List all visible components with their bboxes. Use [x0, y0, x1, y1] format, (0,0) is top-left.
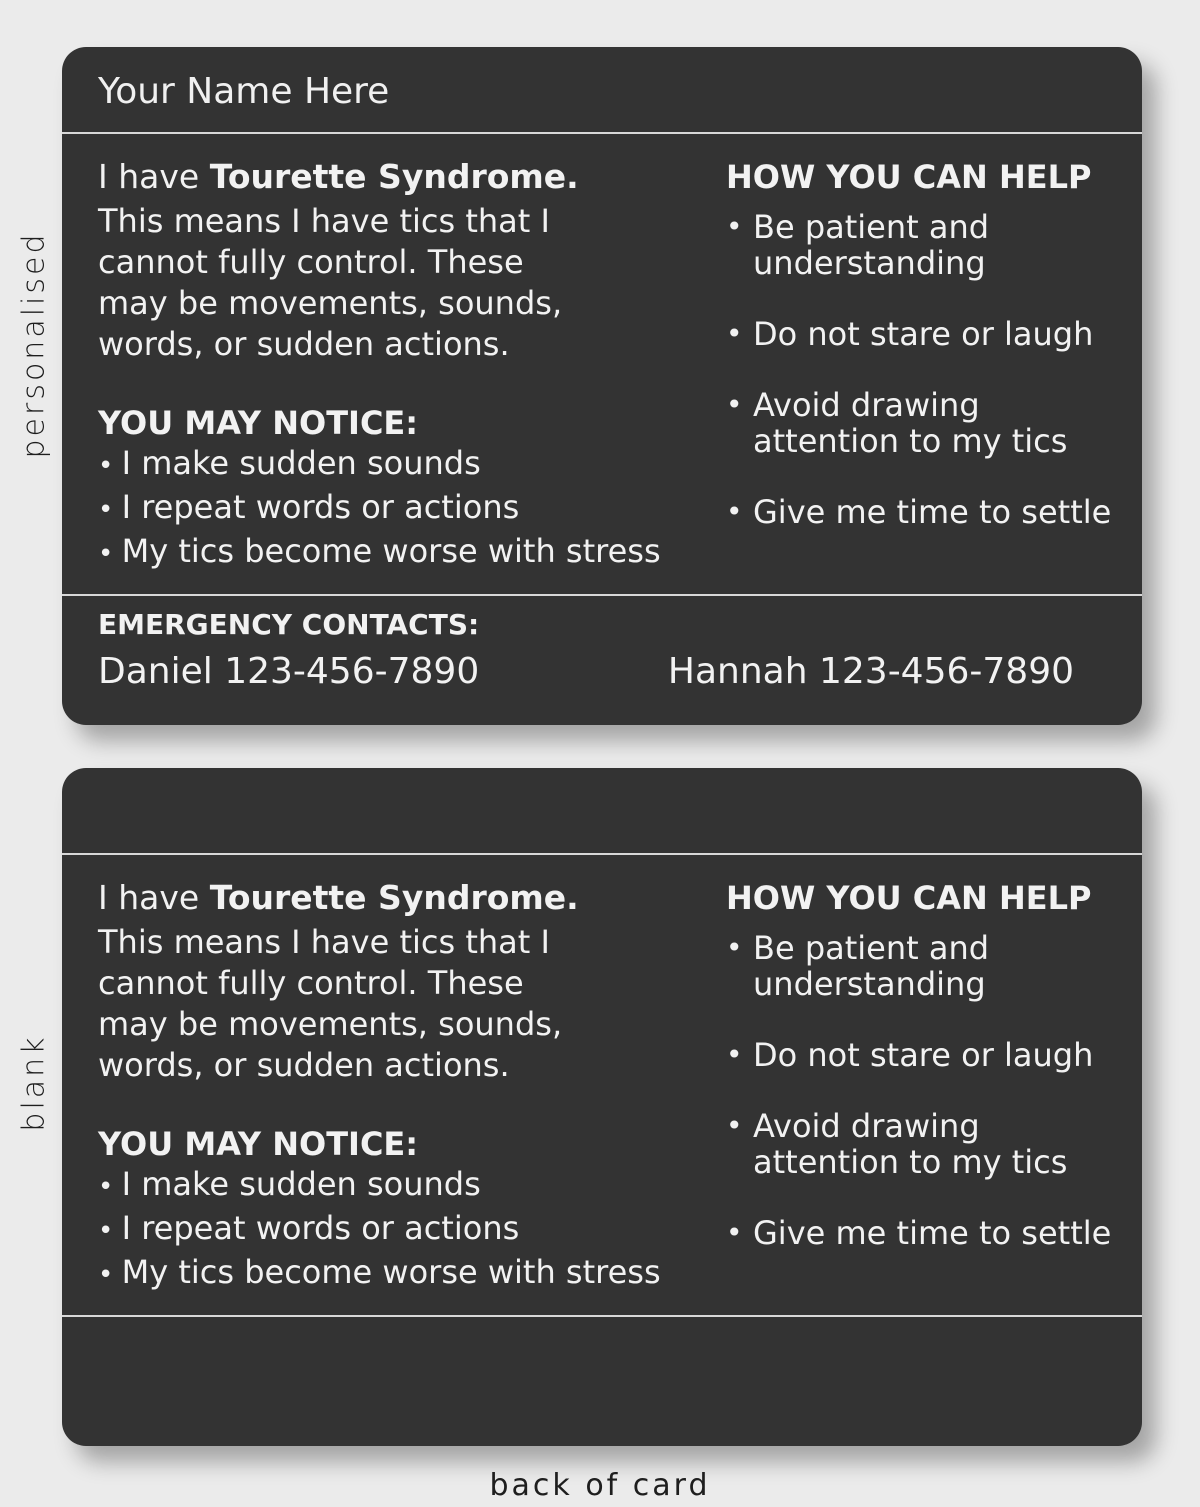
side-label-blank: blank	[16, 1034, 52, 1132]
list-item: • I repeat words or actions	[98, 487, 738, 531]
list-item: • My tics become worse with stress	[98, 531, 738, 575]
notice-heading: YOU MAY NOTICE:	[98, 404, 419, 442]
emergency-contacts	[98, 651, 1102, 701]
emergency-section	[98, 1328, 1102, 1386]
list-item: • I make sudden sounds	[98, 443, 738, 487]
help-heading: HOW YOU CAN HELP	[726, 879, 1092, 917]
divider	[62, 853, 1142, 855]
list-item: • Give me time to settle	[726, 1215, 1126, 1251]
card-personalised	[62, 47, 1142, 725]
card-blank	[62, 768, 1142, 1446]
notice-section	[98, 1124, 738, 1296]
divider	[62, 594, 1142, 596]
list-item: • Be patient and understanding	[726, 930, 1126, 1002]
intro-description: This means I have tics that I cannot fully control. These may be movements, sounds, words, or sudden actions.	[98, 923, 563, 1084]
list-item: • Give me time to settle	[726, 494, 1126, 530]
list-item: • Avoid drawing attention to my tics	[726, 387, 1126, 459]
caption: back of card	[489, 1468, 711, 1503]
emergency-contact-1: Daniel 123-456-7890	[98, 651, 480, 692]
list-item: • My tics become worse with stress	[98, 1252, 738, 1296]
card-name: Your Name Here	[98, 71, 390, 112]
emergency-contact-2: Hannah 123-456-7890	[667, 651, 1074, 692]
notice-section	[98, 403, 738, 575]
intro-lead-plain: I have	[98, 157, 210, 196]
list-item: • Do not stare or laugh	[726, 316, 1126, 352]
side-label-personalised: personalised	[16, 231, 52, 459]
intro-lead	[98, 157, 718, 197]
help-section	[726, 878, 1126, 1251]
emergency-heading: EMERGENCY CONTACTS:	[98, 608, 480, 641]
list-item: • I make sudden sounds	[98, 1164, 738, 1208]
intro-section	[98, 878, 718, 1086]
emergency-section	[98, 607, 1102, 701]
emergency-contacts	[98, 1336, 1102, 1386]
list-item: • Avoid drawing attention to my tics	[726, 1108, 1126, 1180]
divider	[62, 1315, 1142, 1317]
notice-list	[98, 443, 738, 575]
notice-list	[98, 1164, 738, 1296]
help-section	[726, 157, 1126, 530]
intro-section	[98, 157, 718, 365]
help-list	[726, 930, 1126, 1251]
list-item: • Do not stare or laugh	[726, 1037, 1126, 1073]
intro-description: This means I have tics that I cannot fully control. These may be movements, sounds, words, or sudden actions.	[98, 202, 563, 363]
intro-lead-bold: Tourette Syndrome.	[209, 878, 579, 917]
divider	[62, 132, 1142, 134]
notice-heading: YOU MAY NOTICE:	[98, 1125, 419, 1163]
help-list	[726, 209, 1126, 530]
list-item: • I repeat words or actions	[98, 1208, 738, 1252]
list-item: • Be patient and understanding	[726, 209, 1126, 281]
help-heading: HOW YOU CAN HELP	[726, 158, 1092, 196]
intro-lead-plain: I have	[98, 878, 210, 917]
intro-lead-bold: Tourette Syndrome.	[209, 157, 579, 196]
intro-lead	[98, 878, 718, 918]
